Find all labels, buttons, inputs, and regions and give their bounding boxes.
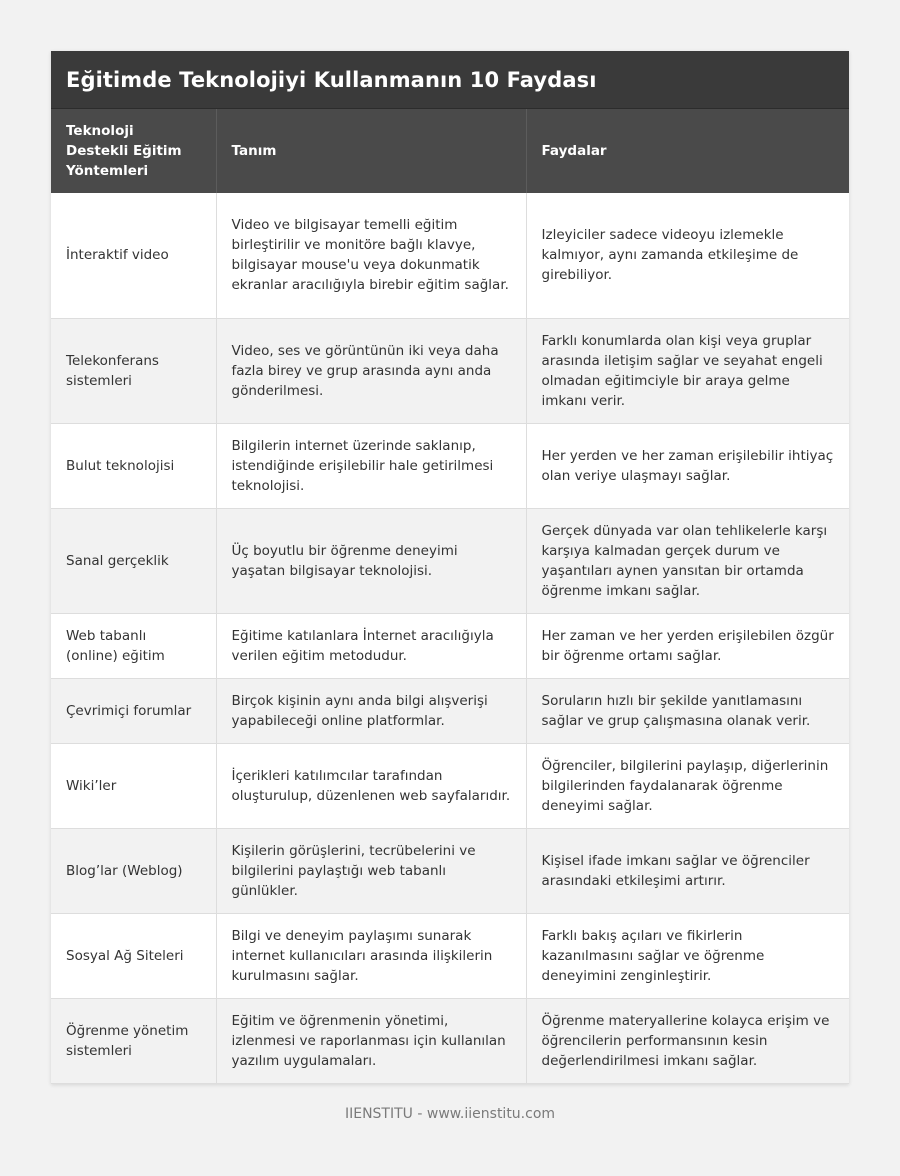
cell-benefit: Kişisel ifade imkanı sağlar ve öğrenciler arasındaki etkileşimi artırır. [526,828,849,913]
column-header-definition: Tanım [216,109,526,193]
cell-benefit: Gerçek dünyada var olan tehlikelerle karşı karşıya kalmadan gerçek durum ve yaşantıları aynen yansıtan bir ortamda öğrenme imkanı sağlar. [526,508,849,613]
cell-benefit: Her zaman ve her yerden erişilebilen özgür bir öğrenme ortamı sağlar. [526,613,849,678]
table-row [51,678,849,743]
cell-method: İnteraktif video [51,193,216,318]
cell-definition: Video, ses ve görüntünün iki veya daha fazla birey ve grup arasında aynı anda gönderilmesi. [216,318,526,423]
table-row [51,998,849,1083]
cell-benefit: Öğrenciler, bilgilerini paylaşıp, diğerlerinin bilgilerinden faydalanarak öğrenme deneyimi sağlar. [526,743,849,828]
table-row [51,743,849,828]
column-header-benefit: Faydalar [526,109,849,193]
cell-benefit: Öğrenme materyallerine kolayca erişim ve öğrencilerin performansının kesin değerlendirilmesi imkanı sağlar. [526,998,849,1083]
cell-method: Wiki’ler [51,743,216,828]
table-row [51,508,849,613]
cell-definition: Kişilerin görüşlerini, tecrübelerini ve bilgilerini paylaştığı web tabanlı günlükler. [216,828,526,913]
cell-method: Sosyal Ağ Siteleri [51,913,216,998]
cell-method: Blog’lar (Weblog) [51,828,216,913]
title-bar [51,51,849,109]
column-header-method: Teknoloji Destekli Eğitim Yöntemleri [51,109,216,193]
cell-method: Öğrenme yönetim sistemleri [51,998,216,1083]
cell-definition: Video ve bilgisayar temelli eğitim birleştirilir ve monitöre bağlı klavye, bilgisayar mouse'u veya dokunmatik ekranlar aracılığıyla birebir eğitim sağlar. [216,193,526,318]
table-row [51,828,849,913]
cell-definition: İçerikleri katılımcılar tarafından oluşturulup, düzenlenen web sayfalarıdır. [216,743,526,828]
table-row [51,423,849,508]
table-header [51,109,849,193]
table-row [51,613,849,678]
table-row [51,318,849,423]
cell-definition: Bilgi ve deneyim paylaşımı sunarak internet kullanıcıları arasında ilişkilerin kurulmasını sağlar. [216,913,526,998]
page-title: Eğitimde Teknolojiyi Kullanmanın 10 Faydası [66,67,597,92]
table-row [51,193,849,318]
cell-definition: Üç boyutlu bir öğrenme deneyimi yaşatan bilgisayar teknolojisi. [216,508,526,613]
cell-benefit: Her yerden ve her zaman erişilebilir ihtiyaç olan veriye ulaşmayı sağlar. [526,423,849,508]
cell-method: Web tabanlı (online) eğitim [51,613,216,678]
cell-method: Telekonferans sistemleri [51,318,216,423]
benefits-table [51,109,849,1084]
cell-definition: Eğitime katılanlara İnternet aracılığıyla verilen eğitim metodudur. [216,613,526,678]
cell-definition: Bilgilerin internet üzerinde saklanıp, istendiğinde erişilebilir hale getirilmesi teknolojisi. [216,423,526,508]
cell-definition: Eğitim ve öğrenmenin yönetimi, izlenmesi ve raporlanması için kullanılan yazılım uygulamaları. [216,998,526,1083]
cell-method: Sanal gerçeklik [51,508,216,613]
cell-benefit: Farklı konumlarda olan kişi veya gruplar arasında iletişim sağlar ve seyahat engeli olmadan eğitimciyle bir araya gelme imkanı verir. [526,318,849,423]
cell-benefit: Soruların hızlı bir şekilde yanıtlamasını sağlar ve grup çalışmasına olanak verir. [526,678,849,743]
cell-method: Bulut teknolojisi [51,423,216,508]
table-row [51,913,849,998]
cell-definition: Birçok kişinin aynı anda bilgi alışverişi yapabileceği online platformlar. [216,678,526,743]
table-card [51,51,849,1084]
cell-benefit: Farklı bakış açıları ve fikirlerin kazanılmasını sağlar ve öğrenme deneyimini zenginleştirir. [526,913,849,998]
cell-method: Çevrimiçi forumlar [51,678,216,743]
header-row [51,109,849,193]
footer-credit: IIENSTITU - www.iienstitu.com [344,1106,556,1122]
cell-benefit: Izleyiciler sadece videoyu izlemekle kalmıyor, aynı zamanda etkileşime de girebiliyor. [526,193,849,318]
table-body [51,193,849,1083]
